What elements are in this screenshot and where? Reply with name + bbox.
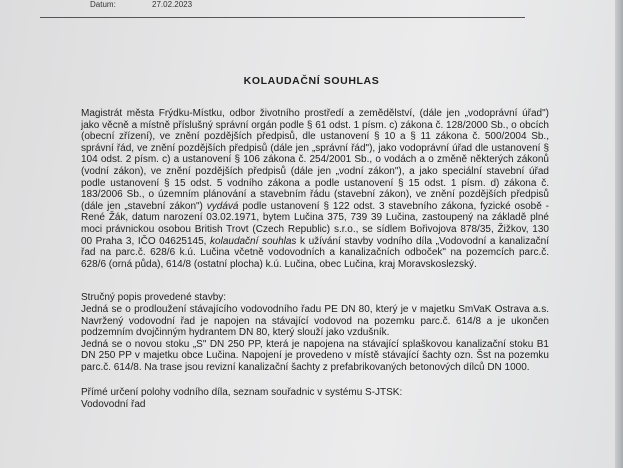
popis-paragraph-2: Jedná se o novou stoku „S" DN 250 PP, která je napojena na stávající splaškovou kanalizační stoku B1 DN 250 PP v majetku obce Lučina. Napojení je provedeno v místě stávající šachty ozn. Šst na pozemku parc.č. 614/8. Na trase jsou revizní kanalizační šachty z prefabrikovaných betonových dílců DN 1000. [81,338,549,373]
intro-paragraph [81,108,549,270]
urceni-subheading: Vodovodní řad [81,399,146,411]
date-label: Datum: [90,0,116,9]
document-title: KOLAUDAČNÍ SOUHLAS [243,75,380,87]
intro-vydava: vydává [206,200,239,212]
spacer [81,270,549,292]
popis-heading: Stručný popis provedené stavby: [81,292,227,304]
intro-souhlas: kolaudační souhlas [210,235,297,247]
intro-part-2: podle ustanovení § 122 odst. 3 stavebního zákona, fyzické osobě - René Žák, datum narození 03.02.1971, bytem Lučina 375, 739 39 Lučina, zastoupený na základě plné moci právnickou osobou British Trovt (Czech Republic) s.r.o., se sídlem Bořivojova 878/35, Žižkov, 130 00 Praha 3, IČO 04625145, [81,200,549,247]
header-rule [40,17,525,18]
popis-paragraph-1: Jedná se o prodloužení stávajícího vodovodního řadu PE DN 80, který je v majetku SmVaK Ostrava a.s. Navržený vodovodní řad je napojen na stávající vodovod na pozemku parc.č. 614/8 a je ukončen podzemním dvojčinným hydrantem DN 80, který slouží jako vzdušník. [81,303,549,339]
spacer [81,373,549,387]
document-body [81,108,549,411]
date-row [90,0,530,12]
intro-part-3: k užívání stavby vodního díla „Vodovodní a kanalizační řad na parc.č. 628/6 k.ú. Lučina včetně vodovodních a kanalizačních odboček" na pozemcích parc.č. 628/6 (orná půda), 614/8 (ostatní plocha) k.ú. Lučina, obec Lučina, kraj Moravskoslezský. [81,235,550,270]
date-value: 27.02.2023 [152,0,193,9]
photo-edge [615,0,623,468]
urceni-heading: Přímé určení polohy vodního díla, seznam souřadnic v systému S-JTSK: [81,387,403,399]
intro-part-1: Magistrát města Frýdku-Místku, odbor životního prostředí a zemědělství, (dále jen „vodoprávní úřad") jako věcně a místně příslušný správní orgán podle § 61 odst. 1 písm. c) zákona č. 128/2000 Sb., o obcích (obecní zřízení), ve znění pozdějších předpisů, dle ustanovení § 10 a § 11 zákona č. 500/2004 Sb., správní řád, ve znění pozdějších předpisů (dále jen „správní řád"), jako vodoprávní úřad dle ustanovení § 104 odst. 2 písm. c) a ustanovení § 106 zákona č. 254/2001 Sb., o vodách a o změně některých zákonů (vodní zákon), ve znění pozdějších předpisů (dále jen „vodní zákon"), a jako speciální stavební úřad podle ustanovení § 15 odst. 5 vodního zákona a podle ustanovení § 15 odst. 1 písm. d) zákona č. 183/2006 Sb., o územním plánování a stavebním řádu (stavební zákon), ve znění pozdějších předpisů (dále jen „stavební zákon") [81,108,549,212]
